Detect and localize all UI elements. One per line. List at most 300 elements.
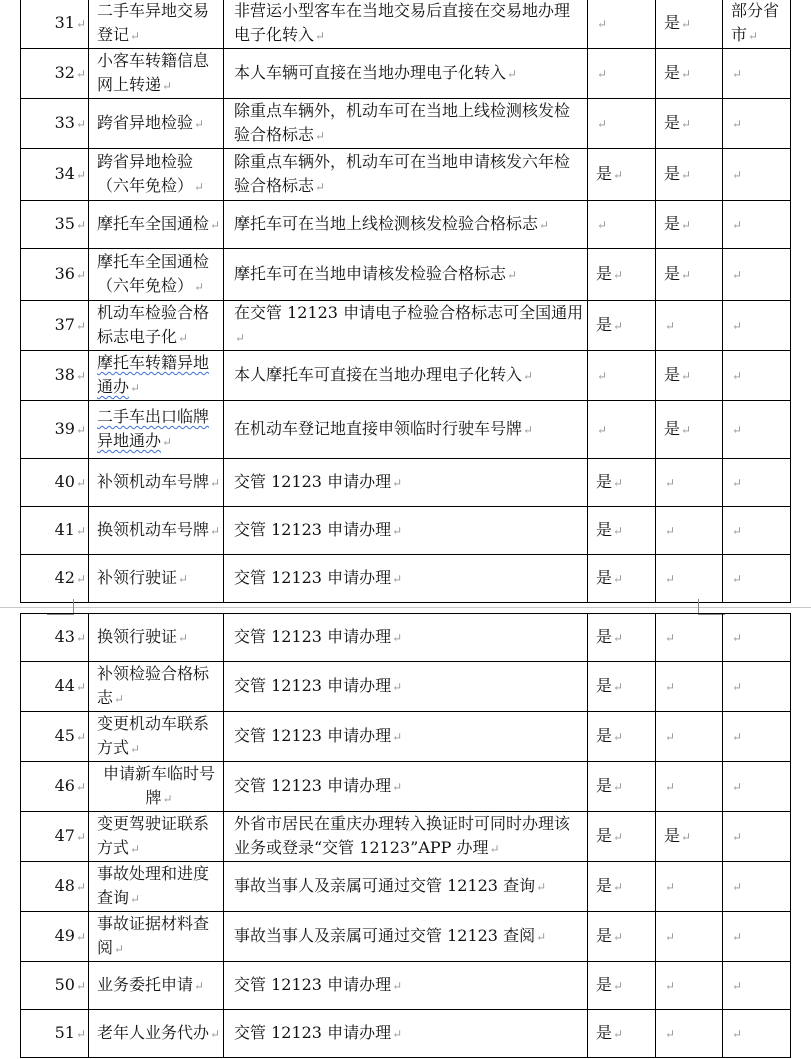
col-b-value: [656, 401, 723, 459]
service-description-text: 摩托车可在当地申请核发检验合格标志: [234, 264, 507, 283]
paragraph-mark-icon: ↵: [732, 218, 743, 232]
col-a-value-text: 是: [596, 975, 613, 994]
paragraph-mark-icon: ↵: [732, 1027, 743, 1041]
col-a-value: [588, 555, 656, 603]
col-b-value-text: 是: [664, 164, 681, 183]
paragraph-mark-icon: ↵: [210, 218, 221, 232]
paragraph-mark-icon: ↵: [114, 692, 125, 706]
paragraph-mark-icon: ↵: [178, 331, 189, 345]
paragraph-mark-icon: ↵: [130, 842, 141, 856]
paragraph-mark-icon: ↵: [523, 369, 534, 383]
service-description-text: 除重点车辆外，机动车可在当地申请核发六年检验合格标志: [234, 152, 571, 195]
table-row: [21, 459, 791, 507]
row-number-text: 51: [54, 1023, 75, 1042]
service-description: [224, 614, 588, 662]
paragraph-mark-icon: ↵: [613, 830, 624, 844]
paragraph-mark-icon: ↵: [732, 168, 743, 182]
col-a-value: [588, 351, 656, 401]
paragraph-mark-icon: ↵: [75, 572, 86, 586]
service-item: [89, 555, 224, 603]
service-description: [224, 351, 588, 401]
col-b-value-text: 是: [664, 13, 681, 32]
col-a-value: [588, 507, 656, 555]
col-c-value: [723, 249, 791, 301]
service-description-text: 交管 12123 申请办理: [234, 975, 392, 994]
col-c-value: [723, 0, 791, 49]
service-item-text: 跨省异地检验: [97, 113, 194, 132]
service-item-text: 补领检验合格标志: [97, 664, 210, 707]
paragraph-mark-icon: ↵: [732, 631, 743, 645]
paragraph-mark-icon: ↵: [162, 435, 173, 449]
paragraph-mark-icon: ↵: [507, 67, 518, 81]
service-item: [89, 301, 224, 351]
row-number: [21, 1010, 89, 1058]
paragraph-mark-icon: ↵: [210, 1027, 221, 1041]
table-row: [21, 662, 791, 712]
paragraph-mark-icon: ↵: [597, 67, 608, 81]
col-c-value: [723, 912, 791, 962]
col-a-value: [588, 762, 656, 812]
service-table-part2: [20, 613, 791, 1058]
service-description: [224, 712, 588, 762]
service-description-text: 交管 12123 申请办理: [234, 1023, 392, 1042]
paragraph-mark-icon: ↵: [732, 930, 743, 944]
service-description: [224, 149, 588, 201]
paragraph-mark-icon: ↵: [507, 268, 518, 282]
service-description-text: 本人车辆可直接在当地办理电子化转入: [234, 63, 507, 82]
col-a-value-text: 是: [596, 164, 613, 183]
row-number: [21, 962, 89, 1010]
paragraph-mark-icon: ↵: [392, 572, 403, 586]
paragraph-mark-icon: ↵: [194, 117, 205, 131]
row-number: [21, 301, 89, 351]
col-b-value-text: 是: [664, 63, 681, 82]
service-description: [224, 401, 588, 459]
paragraph-mark-icon: ↵: [75, 17, 86, 31]
col-a-value: [588, 401, 656, 459]
service-item-text: 业务委托申请: [97, 975, 194, 994]
service-item-text: 事故处理和进度查询: [97, 864, 210, 907]
paragraph-mark-icon: ↵: [613, 730, 624, 744]
paragraph-mark-icon: ↵: [130, 892, 141, 906]
paragraph-mark-icon: ↵: [613, 524, 624, 538]
row-number-text: 32: [54, 63, 75, 82]
row-number: [21, 507, 89, 555]
paragraph-mark-icon: ↵: [178, 631, 189, 645]
paragraph-mark-icon: ↵: [732, 979, 743, 993]
paragraph-mark-icon: ↵: [130, 29, 141, 43]
col-c-value: [723, 507, 791, 555]
col-b-value: [656, 507, 723, 555]
service-description-text: 外省市居民在重庆办理转入换证时可同时办理该业务或登录“交管 12123”APP 办理: [234, 814, 571, 857]
paragraph-mark-icon: ↵: [732, 369, 743, 383]
paragraph-mark-icon: ↵: [392, 524, 403, 538]
paragraph-mark-icon: ↵: [681, 369, 692, 383]
col-c-value: [723, 812, 791, 862]
service-description-text: 交管 12123 申请办理: [234, 472, 392, 491]
paragraph-mark-icon: ↵: [315, 129, 326, 143]
col-b-value: [656, 149, 723, 201]
paragraph-mark-icon: ↵: [665, 1027, 676, 1041]
service-item-text: 变更机动车联系方式: [97, 714, 210, 757]
row-number-text: 41: [54, 520, 75, 539]
row-number: [21, 149, 89, 201]
col-b-value: [656, 712, 723, 762]
paragraph-mark-icon: ↵: [665, 476, 676, 490]
paragraph-mark-icon: ↵: [75, 168, 86, 182]
paragraph-mark-icon: ↵: [75, 780, 86, 794]
service-description-text: 在交管 12123 申请电子检验合格标志可全国通用: [234, 303, 584, 322]
row-number-text: 48: [54, 876, 75, 895]
table-row: [21, 1010, 791, 1058]
table-row: [21, 962, 791, 1010]
row-number: [21, 862, 89, 912]
paragraph-mark-icon: ↵: [732, 730, 743, 744]
paragraph-mark-icon: ↵: [732, 680, 743, 694]
col-a-value: [588, 99, 656, 149]
service-item: [89, 401, 224, 459]
col-b-value: [656, 301, 723, 351]
service-item: [89, 201, 224, 249]
paragraph-mark-icon: ↵: [732, 572, 743, 586]
paragraph-mark-icon: ↵: [536, 880, 547, 894]
service-description: [224, 912, 588, 962]
col-c-value: [723, 862, 791, 912]
col-b-value: [656, 555, 723, 603]
service-description: [224, 962, 588, 1010]
service-table-part1: [20, 0, 791, 603]
paragraph-mark-icon: ↵: [597, 423, 608, 437]
paragraph-mark-icon: ↵: [392, 979, 403, 993]
paragraph-mark-icon: ↵: [75, 268, 86, 282]
service-description-text: 事故当事人及亲属可通过交管 12123 查询: [234, 876, 536, 895]
col-a-value: [588, 459, 656, 507]
row-number: [21, 201, 89, 249]
paragraph-mark-icon: ↵: [75, 117, 86, 131]
row-number-text: 42: [54, 568, 75, 587]
table-row: [21, 301, 791, 351]
row-number-text: 45: [54, 726, 75, 745]
row-number: [21, 762, 89, 812]
service-item-text: 摩托车转籍异地通办: [97, 353, 210, 396]
row-number: [21, 49, 89, 99]
row-number-text: 31: [54, 13, 75, 32]
row-number-text: 40: [54, 472, 75, 491]
paragraph-mark-icon: ↵: [665, 319, 676, 333]
paragraph-mark-icon: ↵: [613, 168, 624, 182]
service-item: [89, 0, 224, 49]
table-row: [21, 912, 791, 962]
col-c-value: [723, 1010, 791, 1058]
paragraph-mark-icon: ↵: [75, 1027, 86, 1041]
row-number: [21, 614, 89, 662]
paragraph-mark-icon: ↵: [75, 979, 86, 993]
service-description-text: 事故当事人及亲属可通过交管 12123 查阅: [234, 926, 536, 945]
service-description-text: 摩托车可在当地上线检测核发检验合格标志: [234, 214, 539, 233]
col-b-value: [656, 614, 723, 662]
table-row: [21, 614, 791, 662]
paragraph-mark-icon: ↵: [613, 268, 624, 282]
col-c-value: [723, 401, 791, 459]
paragraph-mark-icon: ↵: [613, 780, 624, 794]
paragraph-mark-icon: ↵: [681, 17, 692, 31]
col-a-value: [588, 49, 656, 99]
row-number-text: 38: [54, 365, 75, 384]
col-c-value: [723, 459, 791, 507]
row-number: [21, 351, 89, 401]
row-number-text: 37: [54, 315, 75, 334]
col-b-value: [656, 99, 723, 149]
col-a-value-text: 是: [596, 264, 613, 283]
service-description: [224, 49, 588, 99]
service-item-text: 跨省异地检验（六年免检）: [97, 152, 194, 195]
service-item-text: 换领机动车号牌: [97, 520, 210, 539]
row-number-text: 46: [54, 776, 75, 795]
paragraph-mark-icon: ↵: [194, 180, 205, 194]
paragraph-mark-icon: ↵: [194, 979, 205, 993]
table-row: [21, 0, 791, 49]
paragraph-mark-icon: ↵: [732, 117, 743, 131]
col-c-value: [723, 712, 791, 762]
service-description-text: 交管 12123 申请办理: [234, 776, 392, 795]
col-a-value-text: 是: [596, 520, 613, 539]
col-a-value-text: 是: [596, 676, 613, 695]
service-description-text: 交管 12123 申请办理: [234, 627, 392, 646]
service-item-text: 二手车出口临牌异地通办: [97, 407, 210, 450]
table-row: [21, 862, 791, 912]
service-description: [224, 662, 588, 712]
paragraph-mark-icon: ↵: [315, 180, 326, 194]
table-row: [21, 762, 791, 812]
col-a-value: [588, 0, 656, 49]
table-row: [21, 149, 791, 201]
paragraph-mark-icon: ↵: [732, 830, 743, 844]
paragraph-mark-icon: ↵: [178, 572, 189, 586]
col-b-value: [656, 0, 723, 49]
service-item-text: 机动车检验合格标志电子化: [97, 303, 210, 346]
row-number: [21, 401, 89, 459]
col-c-value: [723, 351, 791, 401]
service-item-text: 小客车转籍信息网上转递: [97, 51, 210, 94]
service-description-text: 本人摩托车可直接在当地办理电子化转入: [234, 365, 523, 384]
paragraph-mark-icon: ↵: [665, 572, 676, 586]
col-a-value-text: 是: [596, 472, 613, 491]
col-c-value: [723, 149, 791, 201]
service-item-text: 事故证据材料查阅: [97, 914, 210, 957]
service-item-text: 摩托车全国通检: [97, 214, 210, 233]
row-number-text: 35: [54, 214, 75, 233]
col-b-value: [656, 662, 723, 712]
paragraph-mark-icon: ↵: [523, 423, 534, 437]
paragraph-mark-icon: ↵: [665, 524, 676, 538]
table-row: [21, 401, 791, 459]
row-number: [21, 712, 89, 762]
row-number: [21, 662, 89, 712]
table-row: [21, 507, 791, 555]
row-number-text: 33: [54, 113, 75, 132]
row-number-text: 34: [54, 164, 75, 183]
paragraph-mark-icon: ↵: [613, 1027, 624, 1041]
col-a-value: [588, 862, 656, 912]
row-number: [21, 912, 89, 962]
paragraph-mark-icon: ↵: [130, 381, 141, 395]
paragraph-mark-icon: ↵: [489, 842, 500, 856]
col-a-value-text: 是: [596, 826, 613, 845]
paragraph-mark-icon: ↵: [681, 423, 692, 437]
col-b-value-text: 是: [664, 113, 681, 132]
service-description-text: 除重点车辆外，机动车可在当地上线检测核发检验合格标志: [234, 101, 571, 144]
paragraph-mark-icon: ↵: [732, 67, 743, 81]
col-b-value-text: 是: [664, 419, 681, 438]
paragraph-mark-icon: ↵: [732, 268, 743, 282]
service-item: [89, 762, 224, 812]
col-a-value-text: 是: [596, 1023, 613, 1042]
table-row: [21, 351, 791, 401]
table-row: [21, 712, 791, 762]
service-item: [89, 507, 224, 555]
service-description: [224, 862, 588, 912]
row-number: [21, 249, 89, 301]
paragraph-mark-icon: ↵: [665, 631, 676, 645]
paragraph-mark-icon: ↵: [613, 880, 624, 894]
col-b-value: [656, 351, 723, 401]
col-c-value: [723, 555, 791, 603]
service-item-text: 补领机动车号牌: [97, 472, 210, 491]
paragraph-mark-icon: ↵: [665, 880, 676, 894]
paragraph-mark-icon: ↵: [75, 631, 86, 645]
service-item: [89, 912, 224, 962]
service-description: [224, 555, 588, 603]
row-number-text: 36: [54, 264, 75, 283]
row-number-text: 49: [54, 926, 75, 945]
paragraph-mark-icon: ↵: [732, 524, 743, 538]
paragraph-mark-icon: ↵: [613, 930, 624, 944]
row-number: [21, 555, 89, 603]
service-description-text: 交管 12123 申请办理: [234, 568, 392, 587]
service-item: [89, 862, 224, 912]
col-a-value: [588, 201, 656, 249]
col-a-value: [588, 662, 656, 712]
service-description: [224, 301, 588, 351]
paragraph-mark-icon: ↵: [75, 680, 86, 694]
service-item-text: 申请新车临时号牌: [102, 764, 215, 807]
table-row: [21, 249, 791, 301]
service-item-text: 补领行驶证: [97, 568, 178, 587]
col-a-value-text: 是: [596, 776, 613, 795]
paragraph-mark-icon: ↵: [75, 730, 86, 744]
service-description-text: 在机动车登记地直接申领临时行驶车号牌: [234, 419, 523, 438]
paragraph-mark-icon: ↵: [75, 369, 86, 383]
paragraph-mark-icon: ↵: [681, 268, 692, 282]
col-a-value: [588, 1010, 656, 1058]
paragraph-mark-icon: ↵: [130, 742, 141, 756]
col-a-value: [588, 962, 656, 1010]
paragraph-mark-icon: ↵: [732, 780, 743, 794]
paragraph-mark-icon: ↵: [613, 680, 624, 694]
paragraph-mark-icon: ↵: [681, 67, 692, 81]
paragraph-mark-icon: ↵: [597, 17, 608, 31]
service-description: [224, 249, 588, 301]
paragraph-mark-icon: ↵: [681, 830, 692, 844]
service-description: [224, 99, 588, 149]
paragraph-mark-icon: ↵: [613, 572, 624, 586]
row-number: [21, 0, 89, 49]
col-b-value: [656, 201, 723, 249]
service-item: [89, 812, 224, 862]
col-c-value-text: 部分省市: [731, 1, 780, 44]
col-c-value: [723, 99, 791, 149]
col-a-value-text: 是: [596, 926, 613, 945]
paragraph-mark-icon: ↵: [75, 476, 86, 490]
col-a-value: [588, 249, 656, 301]
col-b-value-text: 是: [664, 264, 681, 283]
col-c-value: [723, 962, 791, 1010]
service-item: [89, 351, 224, 401]
paragraph-mark-icon: ↵: [392, 1027, 403, 1041]
col-b-value: [656, 762, 723, 812]
paragraph-mark-icon: ↵: [210, 476, 221, 490]
row-number: [21, 812, 89, 862]
col-a-value-text: 是: [596, 315, 613, 334]
row-number-text: 43: [54, 627, 75, 646]
paragraph-mark-icon: ↵: [392, 730, 403, 744]
service-item: [89, 614, 224, 662]
col-b-value-text: 是: [664, 826, 681, 845]
service-description: [224, 201, 588, 249]
col-b-value-text: 是: [664, 214, 681, 233]
paragraph-mark-icon: ↵: [732, 880, 743, 894]
paragraph-mark-icon: ↵: [75, 524, 86, 538]
paragraph-mark-icon: ↵: [732, 423, 743, 437]
paragraph-mark-icon: ↵: [665, 730, 676, 744]
col-a-value-text: 是: [596, 876, 613, 895]
service-item: [89, 249, 224, 301]
service-item-text: 变更驾驶证联系方式: [97, 814, 210, 857]
paragraph-mark-icon: ↵: [210, 524, 221, 538]
col-b-value-text: 是: [664, 365, 681, 384]
col-c-value: [723, 49, 791, 99]
paragraph-mark-icon: ↵: [162, 792, 173, 806]
service-item: [89, 712, 224, 762]
row-number: [21, 99, 89, 149]
row-number-text: 39: [54, 419, 75, 438]
col-c-value: [723, 201, 791, 249]
col-b-value: [656, 249, 723, 301]
service-description: [224, 459, 588, 507]
paragraph-mark-icon: ↵: [162, 79, 173, 93]
paragraph-mark-icon: ↵: [75, 319, 86, 333]
col-c-value: [723, 662, 791, 712]
row-number-text: 47: [54, 826, 75, 845]
paragraph-mark-icon: ↵: [597, 218, 608, 232]
service-description: [224, 812, 588, 862]
paragraph-mark-icon: ↵: [194, 280, 205, 294]
service-item: [89, 459, 224, 507]
col-a-value-text: 是: [596, 568, 613, 587]
paragraph-mark-icon: ↵: [665, 680, 676, 694]
service-description-text: 交管 12123 申请办理: [234, 726, 392, 745]
service-item: [89, 1010, 224, 1058]
paragraph-mark-icon: ↵: [75, 218, 86, 232]
col-a-value: [588, 912, 656, 962]
paragraph-mark-icon: ↵: [75, 67, 86, 81]
paragraph-mark-icon: ↵: [235, 331, 246, 345]
col-b-value: [656, 49, 723, 99]
paragraph-mark-icon: ↵: [392, 476, 403, 490]
col-a-value: [588, 301, 656, 351]
row-number-text: 50: [54, 975, 75, 994]
paragraph-mark-icon: ↵: [681, 117, 692, 131]
